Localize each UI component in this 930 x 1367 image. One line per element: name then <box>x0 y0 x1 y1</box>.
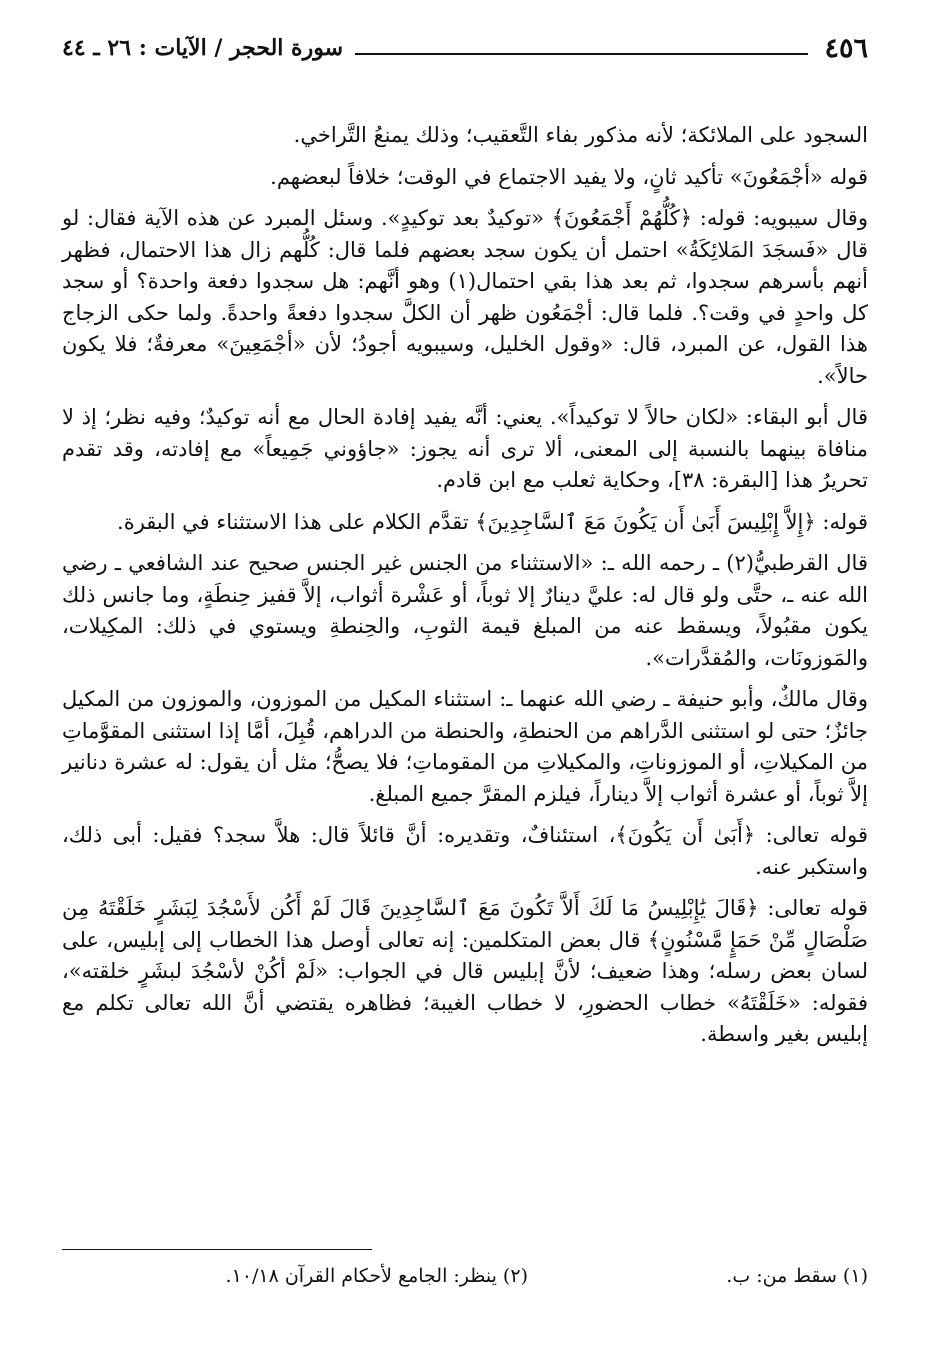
paragraph: وقال مالكٌ، وأبو حنيفة ـ رضي الله عنهما ـ: استثناء المكيل من الموزون، والموزون من المكيل جائزٌ؛ حتى لو استثنى الدَّراهم من الحنطةِ، والحنطة من الدراهم، قُبِلَ، أمَّا إذا استثنى المقوَّماتِ من المكيلاتِ، أو الموزوناتِ، والمكيلاتِ من المقوماتِ؛ فلا يصحُّ؛ مثل أن يقول: له عشرة دنانير إلاَّ ثوباً، أو عشرة أثواب إلاَّ ديناراً، فيلزم المقرَّ جميع المبلغ. <box>62 687 868 806</box>
paragraph: قوله تعالى: ﴿أَبَىٰ أَن يَكُونَ﴾، استئنافٌ، وتقديره: أنَّ قائلاً قال: هلاَّ سجد؟ فقيل: أبى ذلك، واستكبر عنه. <box>62 823 868 879</box>
paragraph: قوله: ﴿إِلاَّ إِبْلِيسَ أَبَىٰ أَن يَكُونَ مَعَ ٱلسَّاجِدِينَ﴾ تقدَّم الكلام على هذا الاستثناء في البقرة. <box>117 509 868 534</box>
footnote-1: (١) سقط من: ب. <box>726 1265 868 1287</box>
footnotes <box>62 1265 868 1287</box>
paragraph: قال القرطبيُّ(٢) ـ رحمه الله ـ: «الاستثناء من الجنس غير الجنس صحيح عند الشافعي ـ رضي الله عنه ـ، حتَّى ولو قال له: عليَّ دينارٌ إلا ثوباً، أو عَشْرة أثواب، إلاَّ قفيز حِنطَةٍ، وما جانس ذلك يكون مقبُولاً، ويسقط عنه من المبلغ قيمة الثوبِ، والحِنطةِ ويستوي في ذلك: المكِيلات، والمَوزونَات، والمُقدَّرات». <box>62 551 868 670</box>
paragraph: قوله تعالى: ﴿قَالَ يَٰإِبْلِيسُ مَا لَكَ أَلاَّ تَكُونَ مَعَ ٱلسَّاجِدِينَ قَالَ لَمْ أَكُن لأَسْجُدَ لِبَشَرٍ خَلَقْتَهُ مِن صَلْصَالٍ مِّنْ حَمَإٍ مَّسْنُونٍ﴾ قال بعض المتكلمين: إنه تعالى أوصل هذا الخطاب إلى إبليس، على لسان بعض رسله؛ وهذا ضعيف؛ لأنَّ إبليس قال في الجواب: «لَمْ أكُنْ لأسْجُدَ لبشَرٍ خلقته»، فقوله: «خَلَقْتَهُ» خطاب الحضورِ، لا خطاب الغيبة؛ فظاهره يقتضي أنَّ الله تعالى تكلم مع إبليس بغير واسطة. <box>62 896 868 1046</box>
main-text <box>62 120 868 1051</box>
footnote-separator <box>62 1249 372 1250</box>
header-rule <box>355 53 808 55</box>
paragraph: السجود على الملائكة؛ لأنه مذكور بفاء التَّعقيب؛ وذلك يمنعُ التَّراخي. <box>293 123 868 147</box>
paragraph: قوله «أجْمَعُونَ» تأكيد ثانٍ، ولا يفيد الاجتماع في الوقت؛ خلافاً لبعضهم. <box>270 164 868 189</box>
header-title: سورة الحجر / الآيات : ٢٦ ـ ٤٤ <box>62 35 344 61</box>
running-header <box>62 28 868 68</box>
paragraph: قال أبو البقاء: «لكان حالاً لا توكيداً». يعني: أنَّه يفيد إفادة الحال مع أنه توكيدٌ؛ وفيه نظر؛ إذ لا منافاة بينهما بالنسبة إلى المعنى، ألا ترى أنه يجوز: «جاؤوني جَمِيعاً» مع إفادته، وقد تقدم تحريرُ هذا [البقرة: ٣٨]، وحكاية ثعلب مع ابن قادم. <box>62 405 868 492</box>
paragraph: وقال سيبويه: قوله: ﴿كُلُّهُمْ أَجْمَعُونَ﴾ «توكيدٌ بعد توكيدٍ». وسئل المبرد عن هذه الآية فقال: لو قال «فَسجَدَ المَلائِكَةُ» احتمل أن يكون سجد بعضهم فلما قال: كُلُّهم زال هذا الاحتمال، فظهر أنهم بأسرهم سجدوا، ثم بعد هذا بقي احتمال(١) وهو أنَّهم: هل سجدوا دفعة واحدة؟ أو سجد كل واحدٍ في وقت؟. فلما قال: أجْمَعُون ظهر أن الكلَّ سجدوا دفعةً واحدةً. ولما حكى الزجاج هذا القول، عن المبرد، قال: «وقول الخليل، وسيبويه أجودُ؛ لأن «أجْمَعِينَ» معرفةٌ؛ فلا يكون حالاً». <box>62 206 868 388</box>
page-number: ٤٥٦ <box>824 32 868 64</box>
footnote-2: (٢) ينظر: الجامع لأحكام القرآن ١٠/١٨. <box>225 1265 528 1287</box>
